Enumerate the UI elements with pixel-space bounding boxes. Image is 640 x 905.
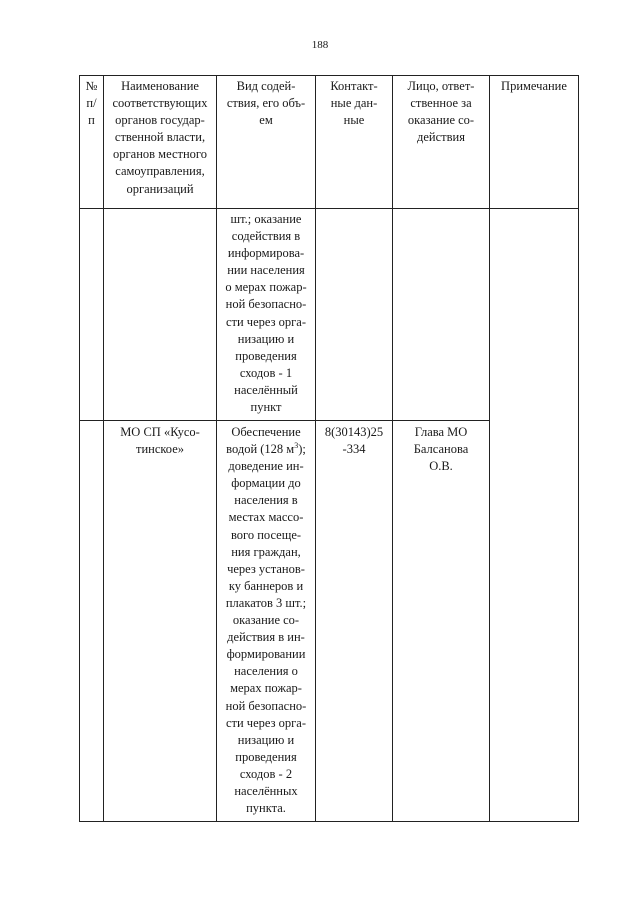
cell-text-line: населения в [234, 493, 298, 508]
cell-number [80, 421, 104, 822]
cell-text-line: плакатов 3 шт.; [225, 595, 307, 610]
header-contacts [316, 76, 393, 209]
cell-text-line: п [88, 113, 95, 128]
header-responsible-person [393, 76, 490, 209]
cell-text-line: проведения [235, 749, 297, 764]
cell-responsible [393, 421, 490, 822]
header-note [490, 76, 579, 209]
cell-text-line: ствия, его объ- [226, 96, 306, 111]
cell-contacts [316, 421, 393, 822]
cell-text-line: вого посеще- [230, 527, 302, 542]
cell-text-line: оказание со- [232, 613, 300, 628]
cell-text-line: ные дан- [330, 96, 378, 111]
cell-assistance [217, 421, 316, 822]
cell-text-line: ку баннеров и [228, 578, 304, 593]
cell-text-line: Наименование [121, 79, 199, 93]
cell-text-line: МО СП «Кусо- [120, 425, 200, 439]
cell-text-line: сти через орга- [225, 715, 306, 730]
cell-text-line: населения о [234, 664, 298, 679]
cell-text-line: действия [417, 130, 465, 145]
cell-contacts [316, 209, 393, 421]
cell-text-line: Вид содей- [236, 79, 296, 93]
cell-text-line: через установ- [227, 561, 305, 576]
cell-text-line: ем [259, 113, 273, 128]
assistance-water-line: водой (128 $м^3$); [226, 440, 306, 457]
cell-organization [104, 421, 217, 822]
cell-text-line: пункт [250, 400, 282, 415]
assistance-first-line: Обеспечение [231, 425, 301, 439]
cell-text-line: формации до [231, 476, 301, 491]
cell-text-line: проведения [235, 348, 297, 363]
cell-text-line: самоуправления, [115, 164, 205, 179]
cell-text-line: ственное за [410, 96, 472, 111]
cell-text-line: Лицо, ответ- [407, 79, 475, 93]
cell-text-line: населённый [234, 382, 298, 397]
table-header-row [80, 76, 579, 209]
cell-text-line: органов государ- [115, 113, 205, 128]
cell-text-line: Глава МО [414, 425, 468, 439]
cell-text-line: нии населения [227, 263, 305, 278]
cell-number [80, 209, 104, 421]
cell-text-line: информирова- [227, 246, 305, 261]
page-number: 188 [311, 39, 329, 51]
cell-text-line: ные [343, 113, 365, 128]
cell-text-line: формировании [226, 647, 306, 662]
cell-organization [104, 209, 217, 421]
cell-text-line: населённых [234, 783, 298, 798]
cell-text-line: местах массо- [228, 510, 304, 525]
cell-note [490, 209, 579, 822]
cell-text-line: пункта. [246, 801, 286, 816]
cell-text-line: тинское» [135, 442, 185, 457]
table-row [80, 209, 579, 421]
cell-assistance [217, 209, 316, 421]
cell-text-line: -334 [342, 442, 366, 457]
cell-text-line: сходов - 2 [239, 766, 293, 781]
cell-text-line: оказание со- [407, 113, 475, 128]
cell-text-line: О.В. [429, 459, 453, 474]
cell-text-line: сходов - 1 [239, 365, 293, 380]
cell-text-line: сти через орга- [225, 314, 306, 329]
cell-text-line: содействия в [231, 229, 301, 244]
header-organization [104, 76, 217, 209]
cell-text-line: органов местного [113, 147, 207, 162]
cell-responsible [393, 209, 490, 421]
cell-text-line: ной безопасно- [225, 297, 307, 312]
cell-text-line: низацию и [237, 732, 295, 747]
cell-text-line: 8(30143)25 [324, 425, 384, 439]
cell-text-line: ной безопасно- [225, 698, 307, 713]
cell-text-line: Балсанова [413, 442, 469, 457]
cell-text-line: ственной власти, [114, 130, 206, 145]
cell-text-line: доведение ин- [228, 459, 304, 474]
cell-text-line: организаций [126, 181, 194, 196]
cell-text-line: п/ [86, 96, 97, 111]
header-number [80, 76, 104, 209]
cell-text-line: соответствующих [112, 96, 208, 111]
cell-text-line: Контакт- [330, 79, 378, 93]
header-assistance-type [217, 76, 316, 209]
cell-text-line: действия в ин- [227, 630, 305, 645]
cell-text-line: № [85, 79, 98, 93]
assistance-table [79, 75, 579, 822]
cell-text-line: низацию и [237, 331, 295, 346]
cell-text-line: мерах пожар- [230, 681, 302, 696]
cell-text-line: ния граждан, [231, 544, 301, 559]
cell-text-line: Примечание [501, 79, 567, 93]
cell-text-line: о мерах пожар- [225, 280, 307, 295]
cell-text-line: шт.; оказание [230, 212, 302, 226]
